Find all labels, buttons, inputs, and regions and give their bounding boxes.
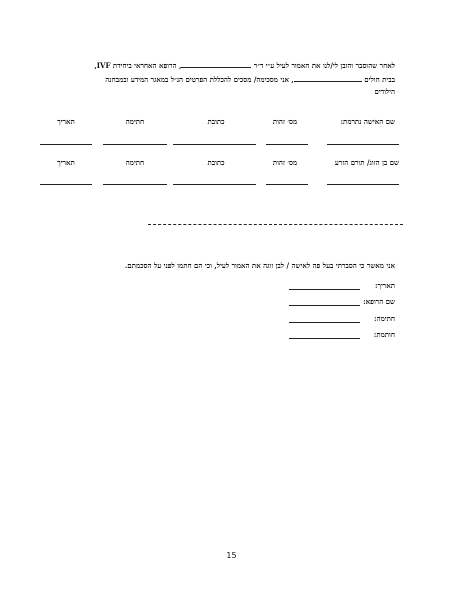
field-signature-label: חתימה: [373,314,395,323]
row2-signature-line[interactable] [103,184,167,185]
intro-line-1-end: , הרופא האחראי ביחידת IVF, [94,61,182,70]
row1-header-signature: חתימה [125,117,145,126]
field-stamp-label: חותמת: [373,330,395,339]
field-doctor-name-line[interactable] [289,305,360,306]
section-separator [148,224,403,225]
field-stamp-line[interactable] [289,338,360,339]
row1-header-id: מס׳ זהות [272,117,298,126]
hospital-name-blank[interactable] [294,74,362,82]
row2-header-address: כתובת [207,158,225,167]
intro-line-3: הילודים [374,87,395,96]
row1-label: שם האישה נתרמת: [340,117,395,126]
row2-name-line[interactable] [327,184,399,185]
field-doctor-name-label: שם הרופא: [363,297,395,306]
row2-address-line[interactable] [173,184,256,185]
row1-name-line[interactable] [327,144,399,145]
row2-id-line[interactable] [266,184,308,185]
consent-statement: אני מאשר כי הסברתי בעל פה לאישה / לבן זוגה את האמור לעיל, וכי הם חתמו לפני על הסכמתם. [124,261,395,270]
page-number: 15 [226,551,237,560]
doctor-name-blank[interactable] [181,60,251,68]
row1-address-line[interactable] [173,144,256,145]
intro-line-1-start: לאחר שהוסבר והובן לי/לנו את האמור לעיל ע״י ד״ר [253,61,395,70]
field-date-label: תאריך: [374,281,395,290]
field-date-line[interactable] [289,289,360,290]
row2-date-line[interactable] [40,184,92,185]
row2-header-date: תאריך [57,158,75,167]
row1-id-line[interactable] [266,144,308,145]
row1-header-address: כתובת [207,117,225,126]
field-signature-line[interactable] [289,322,360,323]
row1-signature-line[interactable] [103,144,167,145]
intro-line-2-start: בבית חולים [364,75,395,84]
row1-date-line[interactable] [40,144,92,145]
row2-label: שם בן הזוג/ תורם הזרע [334,158,399,167]
intro-line-2-end: , אני מסכימה/ מסכים להכללת הפרטים הנ״ל במאגר המידע ובמבחנה [105,75,294,84]
row2-header-id: מס׳ זהות [272,158,298,167]
row2-header-signature: חתימה [125,158,145,167]
intro-line-2 [105,74,395,84]
intro-line-1 [94,60,395,70]
row1-header-date: תאריך [57,117,75,126]
